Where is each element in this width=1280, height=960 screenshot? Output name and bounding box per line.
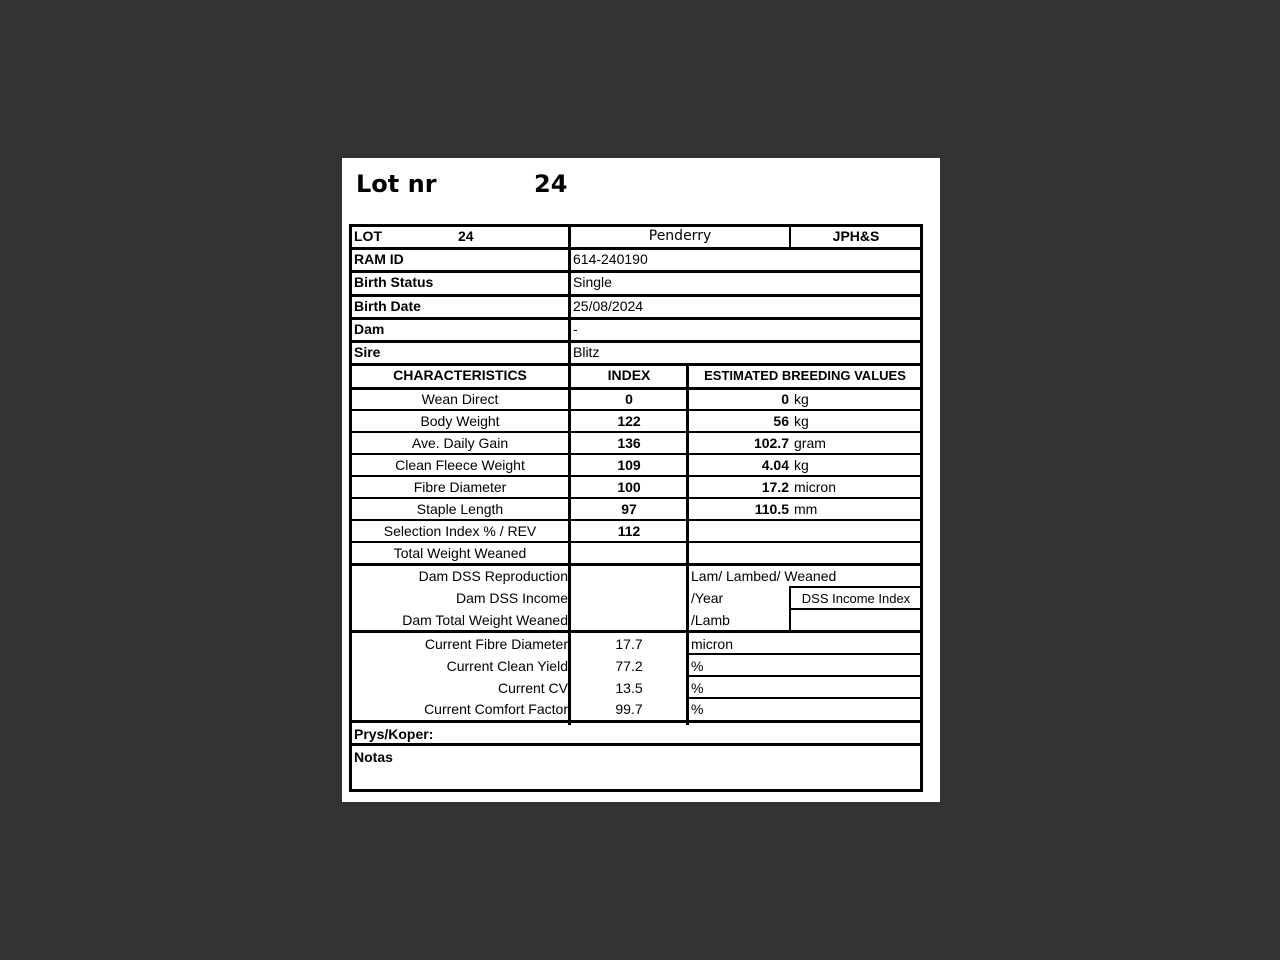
birth-date-label: Birth Date — [354, 298, 421, 314]
trait-index: 136 — [617, 435, 641, 451]
trait-unit: kg — [794, 457, 809, 473]
current-cv-label: Current CV — [497, 680, 568, 696]
header-characteristics: CHARACTERISTICS — [393, 367, 527, 383]
current-comfort-factor-label: Current Comfort Factor — [424, 701, 568, 717]
trait-index: 100 — [617, 479, 641, 495]
current-fibre-diameter-unit: micron — [691, 636, 734, 652]
lot-title-number: 24 — [534, 170, 568, 198]
sire-value: Blitz — [573, 344, 600, 360]
price-buyer-label: Prys/Koper: — [354, 726, 434, 742]
current-fibre-diameter-label: Current Fibre Diameter — [424, 636, 568, 652]
trait-unit: micron — [794, 479, 837, 495]
trait-index: 112 — [617, 523, 641, 539]
trait-name: Staple Length — [416, 501, 504, 517]
trait-ebv: 110.5 — [754, 501, 789, 517]
trait-ebv: 102.7 — [753, 435, 789, 451]
current-clean-yield-value: 77.2 — [615, 658, 643, 674]
trait-name: Wean Direct — [421, 391, 499, 407]
current-cv-value: 13.5 — [615, 680, 643, 696]
trait-unit: kg — [794, 413, 809, 429]
trait-unit: mm — [794, 501, 818, 517]
dam-total-weight-weaned-unit: /Lamb — [691, 612, 730, 628]
trait-ebv: 56 — [773, 413, 789, 429]
birth-status-value: Single — [573, 274, 612, 290]
ram-id-label: RAM ID — [354, 251, 404, 267]
header-index: INDEX — [607, 367, 651, 383]
lot-value: 24 — [458, 228, 474, 244]
header-ebv: ESTIMATED BREEDING VALUES — [704, 368, 906, 383]
lot-sheet — [342, 158, 940, 802]
trait-unit: gram — [794, 435, 826, 451]
dam-label: Dam — [354, 321, 385, 337]
trait-name: Body Weight — [420, 413, 500, 429]
farm-name: Penderry — [648, 228, 712, 244]
trait-name: Selection Index % / REV — [383, 523, 537, 539]
trait-name: Ave. Daily Gain — [411, 435, 509, 451]
trait-index: 97 — [621, 501, 637, 517]
trait-unit: kg — [794, 391, 809, 407]
lot-title-label: Lot nr — [356, 170, 437, 198]
dam-total-weight-weaned-label: Dam Total Weight Weaned — [402, 612, 568, 628]
current-comfort-factor-value: 99.7 — [615, 701, 643, 717]
current-cv-unit: % — [691, 680, 704, 696]
birth-status-label: Birth Status — [354, 274, 434, 290]
trait-ebv: 0 — [781, 391, 789, 407]
current-clean-yield-unit: % — [691, 658, 704, 674]
sire-label: Sire — [354, 344, 381, 360]
trait-index: 122 — [617, 413, 641, 429]
notes-label: Notas — [354, 749, 393, 765]
dam-dss-reproduction-label: Dam DSS Reproduction — [418, 568, 568, 584]
trait-index: 109 — [617, 457, 641, 473]
trait-name: Fibre Diameter — [413, 479, 507, 495]
dss-income-index-label: DSS Income Index — [801, 591, 911, 606]
current-fibre-diameter-value: 17.7 — [615, 636, 643, 652]
trait-ebv: 17.2 — [761, 479, 789, 495]
current-comfort-factor-unit: % — [691, 701, 704, 717]
trait-ebv: 4.04 — [761, 457, 789, 473]
current-clean-yield-label: Current Clean Yield — [446, 658, 568, 674]
dam-dss-income-unit: /Year — [691, 590, 724, 606]
dam-dss-reproduction-unit: Lam/ Lambed/ Weaned — [691, 568, 837, 584]
birth-date-value: 25/08/2024 — [573, 298, 644, 314]
trait-name: Clean Fleece Weight — [395, 457, 525, 473]
dam-dss-income-label: Dam DSS Income — [455, 590, 568, 606]
trait-name: Total Weight Weaned — [393, 545, 527, 561]
lot-label: LOT — [354, 228, 382, 244]
ram-id-value: 614-240190 — [573, 251, 648, 267]
breeder-name: JPH&S — [832, 228, 880, 244]
trait-index: 0 — [625, 391, 633, 407]
dam-value: - — [573, 321, 578, 337]
